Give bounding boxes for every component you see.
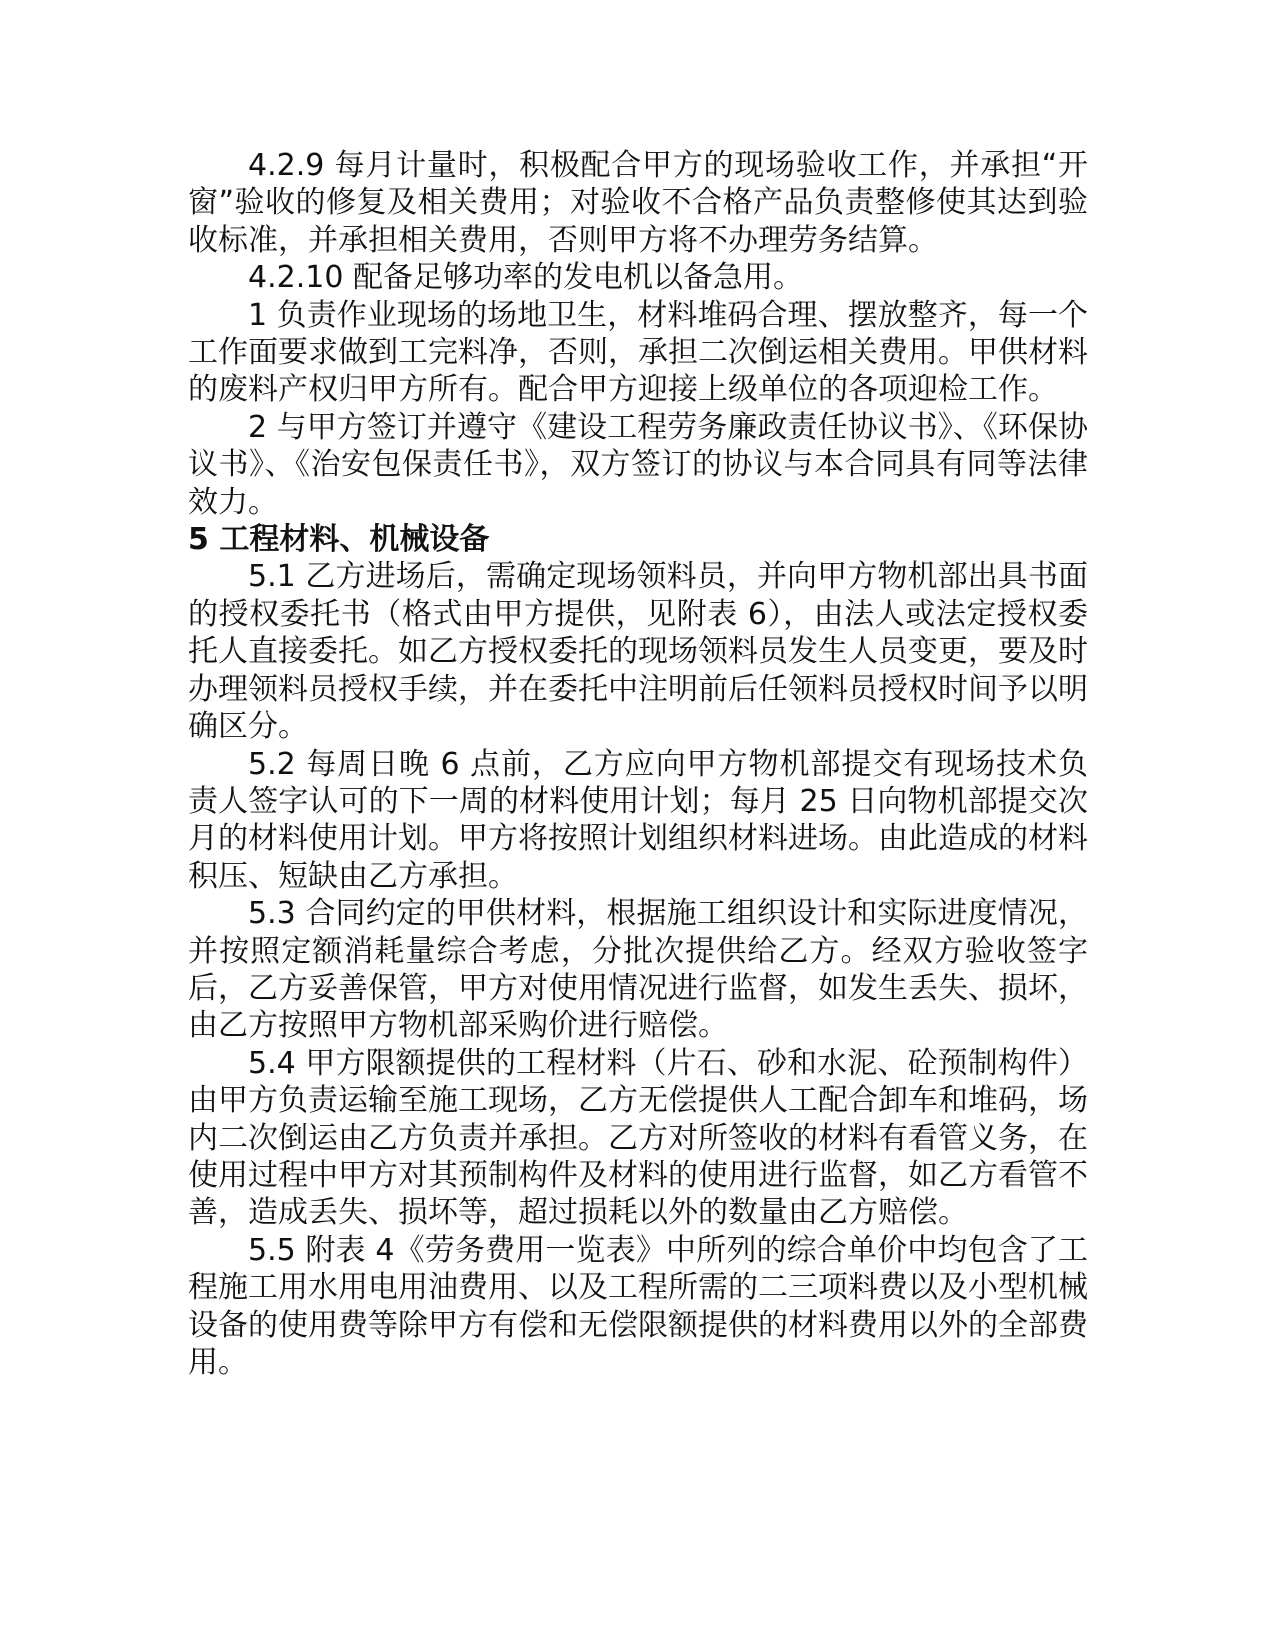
paragraph-item-2: 2 与甲方签订并遵守《建设工程劳务廉政责任协议书》、《环保协议书》、《治安包保责任书》，双方签订的协议与本合同具有同等法律效力。 bbox=[188, 409, 1088, 520]
paragraph-4-2-10: 4.2.10 配备足够功率的发电机以备急用。 bbox=[248, 260, 803, 296]
paragraph-5-4: 5.4 甲方限额提供的工程材料（片石、砂和水泥、砼预制构件）由甲方负责运输至施工现场，乙方无偿提供人工配合卸车和堆码，场内二次倒运由乙方负责并承担。乙方对所签收的材料有看管义务，在使用过程中甲方对其预制构件及材料的使用进行监督，如乙方看管不善，造成丢失、损坏等，超过损耗以外的数量由乙方赔偿。 bbox=[188, 1045, 1088, 1231]
section-heading-5: 5 工程材料、机械设备 bbox=[188, 522, 490, 558]
paragraph-5-2: 5.2 每周日晚 6 点前，乙方应向甲方物机部提交有现场技术负责人签字认可的下一周的材料使用计划；每月 25 日向物机部提交次月的材料使用计划。甲方将按照计划组织材料进场。由此造成的材料积压、短缺由乙方承担。 bbox=[188, 746, 1088, 894]
paragraph-5-3: 5.3 合同约定的甲供材料，根据施工组织设计和实际进度情况，并按照定额消耗量综合考虑，分批次提供给乙方。经双方验收签字后，乙方妥善保管，甲方对使用情况进行监督，如发生丢失、损坏，由乙方按照甲方物机部采购价进行赔偿。 bbox=[188, 896, 1088, 1044]
paragraph-5-5: 5.5 附表 4《劳务费用一览表》中所列的综合单价中均包含了工程施工用水用电用油费用、以及工程所需的二三项料费以及小型机械设备的使用费等除甲方有偿和无偿限额提供的材料费用以外的全部费用。 bbox=[188, 1232, 1088, 1380]
document-page bbox=[188, 147, 1088, 1381]
paragraph-4-2-9: 4.2.9 每月计量时，积极配合甲方的现场验收工作，并承担“开窗”验收的修复及相关费用；对验收不合格产品负责整修使其达到验收标准，并承担相关费用，否则甲方将不办理劳务结算。 bbox=[188, 148, 1088, 258]
paragraph-5-1: 5.1 乙方进场后，需确定现场领料员，并向甲方物机部出具书面的授权委托书（格式由甲方提供，见附表 6），由法人或法定授权委托人直接委托。如乙方授权委托的现场领料员发生人员变更，要及时办理领料员授权手续，并在委托中注明前后任领料员授权时间予以明确区分。 bbox=[188, 559, 1088, 745]
paragraph-item-1: 1 负责作业现场的场地卫生，材料堆码合理、摆放整齐，每一个工作面要求做到工完料净，否则，承担二次倒运相关费用。甲供材料的废料产权归甲方所有。配合甲方迎接上级单位的各项迎检工作。 bbox=[188, 297, 1088, 408]
